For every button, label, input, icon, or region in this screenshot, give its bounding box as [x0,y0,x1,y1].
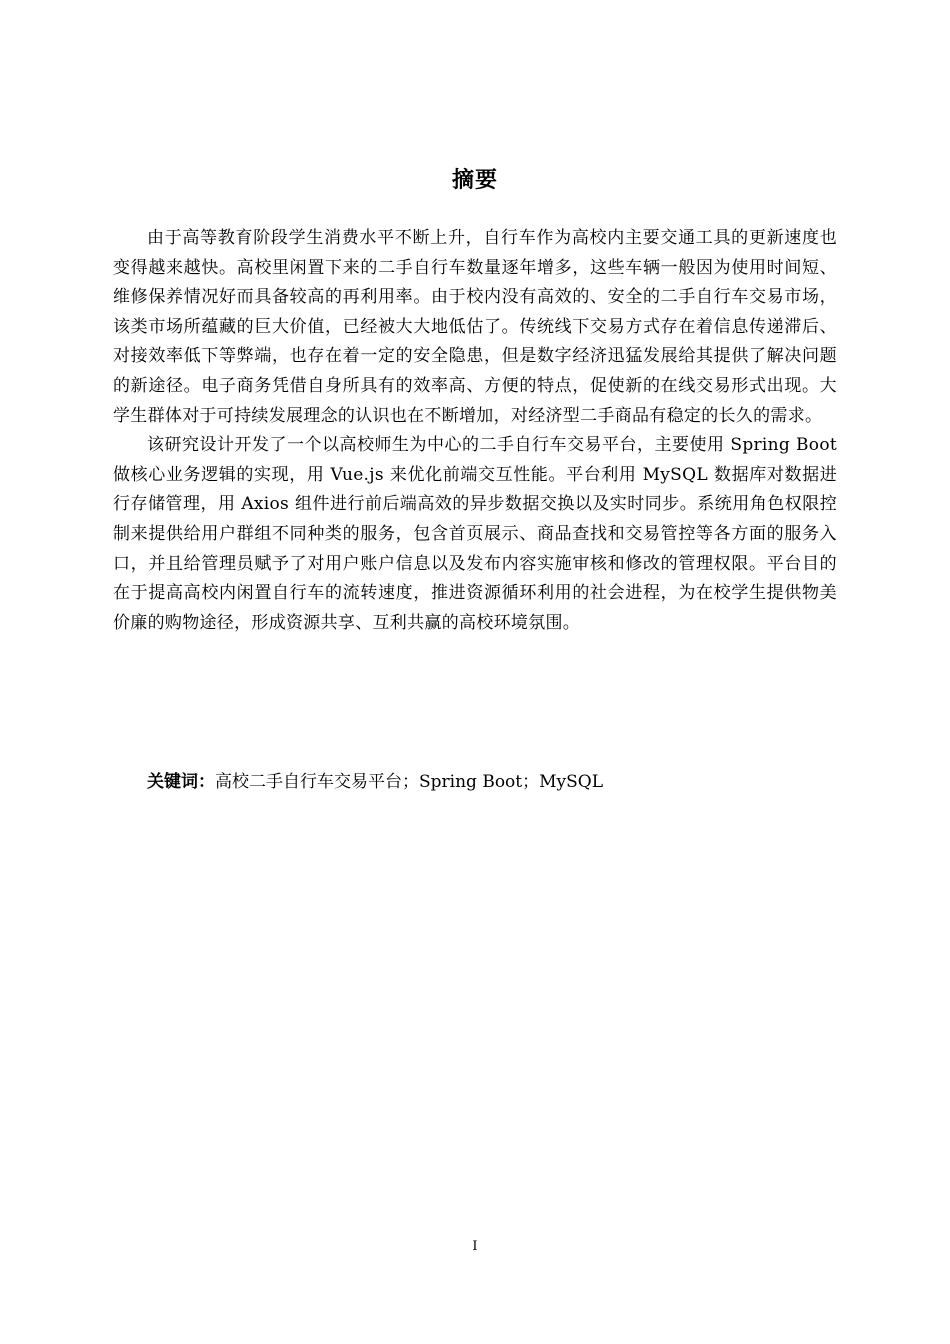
abstract-body [113,224,837,638]
keywords-line [147,768,603,796]
keywords-label: 关键词： [147,772,215,792]
abstract-paragraph-2: 该研究设计开发了一个以高校师生为中心的二手自行车交易平台，主要使用 Spring Boot 做核心业务逻辑的实现，用 Vue.js 来优化前端交互性能。平台利用 MySQL 数据库对数据进行存储管理，用 Axios 组件进行前后端高效的异步数据交换以及实时同步。系统用角色权限控制来提供给用户群组不同种类的服务，包含首页展示、商品查找和交易管控等各方面的服务入口，并且给管理员赋予了对用户账户信息以及发布内容实施审核和修改的管理权限。平台目的在于提高高校内闲置自行车的流转速度，推进资源循环利用的社会进程，为在校学生提供物美价廉的购物途径，形成资源共享、互利共赢的高校环境氛围。 [113,435,837,633]
abstract-paragraph-1: 由于高等教育阶段学生消费水平不断上升，自行车作为高校内主要交通工具的更新速度也变得越来越快。高校里闲置下来的二手自行车数量逐年增多，这些车辆一般因为使用时间短、维修保养情况好而具备较高的再利用率。由于校内没有高效的、安全的二手自行车交易市场，该类市场所蕴藏的巨大价值，已经被大大地低估了。传统线下交易方式存在着信息传递滞后、对接效率低下等弊端，也存在着一定的安全隐患，但是数字经济迅猛发展给其提供了解决问题的新途径。电子商务凭借自身所具有的效率高、方便的特点，促使新的在线交易形式出现。大学生群体对于可持续发展理念的认识也在不断增加，对经济型二手商品有稳定的长久的需求。 [113,228,837,426]
keywords-text: 高校二手自行车交易平台；Spring Boot；MySQL [215,772,604,792]
page-number: I [472,1239,478,1254]
abstract-title: 摘要 [451,168,498,193]
